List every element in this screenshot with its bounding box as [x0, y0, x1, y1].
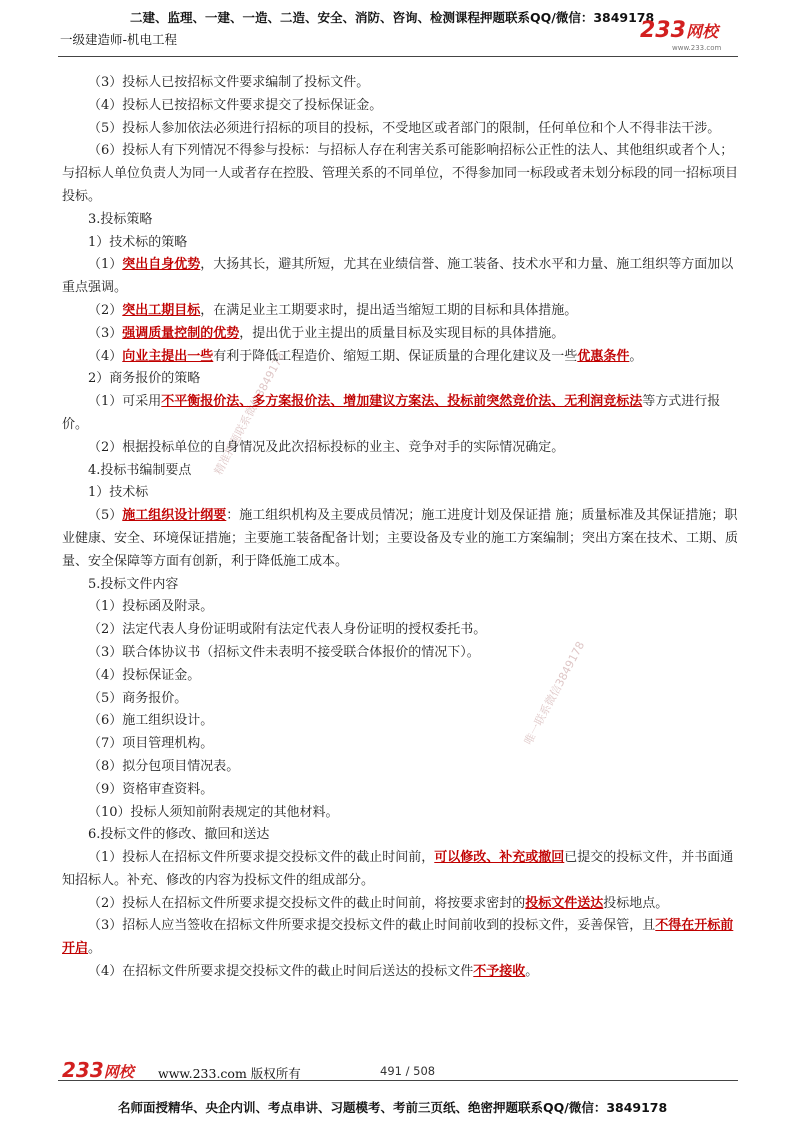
brand-logo-top [640, 18, 718, 43]
text-run: （5）商务报价。 [88, 690, 188, 706]
text-run: 2）商务报价的策略 [88, 371, 201, 387]
text-run: 已提交的投标文件，并书面通知招标人。补充、修改的内容为投标文件的组成部分。 [62, 850, 734, 888]
text-run: （3）联合体协议书（招标文件未表明不接受联合体报价的情况下）。 [88, 644, 480, 660]
text-run: 。 [629, 348, 643, 364]
highlighted-keyphrase: 不予接收 [473, 964, 526, 980]
paragraph [62, 824, 738, 847]
paragraph [62, 847, 738, 893]
text-run: （4）投标人已按招标文件要求提交了投标保证金。 [88, 97, 383, 113]
text-run: （5） [88, 508, 123, 524]
text-run: （4）投标保证金。 [88, 667, 201, 683]
paragraph [62, 574, 738, 597]
text-run: （3） [88, 325, 123, 341]
paragraph [62, 323, 738, 346]
logo-url: www.233.com [672, 44, 722, 52]
logo-number: 233 [640, 18, 686, 43]
text-run: （6）施工组织设计。 [88, 713, 214, 729]
paragraph [62, 915, 738, 961]
highlighted-keyphrase: 可以修改、补充或撤回 [434, 850, 565, 866]
text-run: （3）招标人应当签收在招标文件所要求提交投标文件的截止时间前收到的投标文件，妥善保管，且 [88, 918, 656, 934]
text-run: （2）根据投标单位的自身情况及此次招标投标的业主、竞争对手的实际情况确定。 [88, 439, 565, 455]
text-run: 4.投标书编制要点 [88, 462, 192, 478]
text-run: （8）拟分包项目情况表。 [88, 758, 240, 774]
highlighted-keyphrase: 不平衡报价法、多方案报价法、增加建议方案法、投标前突然竞价法、无利润竞标法 [161, 394, 643, 410]
text-run: 投标地点。 [603, 895, 669, 911]
brand-logo-bottom [62, 1058, 134, 1082]
text-run: 6.投标文件的修改、撤回和送达 [88, 827, 270, 843]
text-run: （7）项目管理机构。 [88, 736, 214, 752]
paragraph [62, 232, 738, 255]
text-run: ：施工组织机构及主要成员情况；施工进度计划及保证措 施；质量标准及其保证措施；职业健康、安全、环境保证措施；主要施工装备配备计划；主要设备及专业的施工方案编制；突出方案在技术、工期、质量、安全保障等方面有创新，利于降低施工成本。 [62, 508, 739, 569]
text-run: （1）投标人在招标文件所要求提交投标文件的截止时间前， [88, 850, 435, 866]
paragraph [62, 482, 738, 505]
highlighted-keyphrase: 突出自身优势 [122, 257, 201, 273]
logo-number: 233 [62, 1058, 104, 1082]
text-run: 1）技术标的策略 [88, 234, 188, 250]
paragraph [62, 505, 738, 573]
text-run: （6）投标人有下列情况不得参与投标：与招标人存在利害关系可能影响招标公正性的法人、其他组织或者个人；与招标人单位负责人为同一人或者存在控股、管理关系的不同单位，不得参加同一标段或者未划分标段的同一招标项目投标。 [62, 143, 739, 204]
text-run: （10）投标人须知前附表规定的其他材料。 [88, 804, 339, 820]
text-run: （1）可采用 [88, 394, 162, 410]
header-course-title: 一级建造师-机电工程 [60, 32, 178, 47]
paragraph [62, 893, 738, 916]
logo-text: 网校 [103, 1063, 134, 1081]
paragraph [62, 961, 738, 984]
text-run: 。 [88, 941, 102, 957]
watermark: 精准押题联系微信3849178 [211, 349, 288, 478]
document-body [62, 72, 738, 984]
text-run: （2） [88, 302, 123, 318]
text-run: （4）在招标文件所要求提交投标文件的截止时间后送达的投标文件 [88, 964, 474, 980]
text-run: （2）法定代表人身份证明或附有法定代表人身份证明的授权委托书。 [88, 622, 487, 638]
text-run: 。 [525, 964, 539, 980]
paragraph [62, 391, 738, 437]
highlighted-keyphrase: 向业主提出一些 [122, 348, 214, 364]
header-divider [58, 56, 738, 57]
text-run: ，提出优于业主提出的质量目标及实现目标的具体措施。 [239, 325, 565, 341]
paragraph [62, 665, 738, 688]
text-run: （4） [88, 348, 123, 364]
text-run: 1）技术标 [88, 485, 149, 501]
text-run: （1） [88, 257, 123, 273]
page-number: 491 / 508 [380, 1064, 436, 1078]
highlighted-keyphrase: 强调质量控制的优势 [122, 325, 240, 341]
paragraph [62, 642, 738, 665]
text-run: （1）投标函及附录。 [88, 599, 214, 615]
header-promo: 二建、监理、一建、一造、二造、安全、消防、咨询、检测课程押题联系QQ/微信：3849178 [130, 10, 655, 25]
paragraph [62, 209, 738, 232]
paragraph [62, 140, 738, 208]
footer-promo: 名师面授精华、央企内训、考点串讲、习题模考、考前三页纸、绝密押题联系QQ/微信：3849178 [118, 1100, 668, 1115]
paragraph [62, 756, 738, 779]
watermark: 唯一联系微信3849178 [521, 639, 588, 748]
text-run: （5）投标人参加依法必须进行招标的项目的投标，不受地区或者部门的限制，任何单位和个人不得非法干涉。 [88, 120, 721, 136]
paragraph [62, 95, 738, 118]
paragraph [62, 118, 738, 141]
paragraph [62, 368, 738, 391]
paragraph [62, 346, 738, 369]
paragraph [62, 779, 738, 802]
logo-text: 网校 [685, 22, 718, 41]
paragraph [62, 733, 738, 756]
paragraph [62, 437, 738, 460]
text-run: ，在满足业主工期要求时，提出适当缩短工期的目标和具体措施。 [200, 302, 578, 318]
highlighted-keyphrase: 不得在开标前开启 [62, 918, 734, 957]
highlighted-keyphrase: 优惠条件 [577, 348, 630, 364]
text-run: ，大扬其长，避其所短，尤其在业绩信誉、施工装备、技术水平和力量、施工组织等方面加以重点强调。 [62, 257, 734, 296]
text-run: 3.投标策略 [88, 211, 153, 227]
paragraph [62, 460, 738, 483]
text-run: 等方式进行报价。 [62, 394, 721, 432]
paragraph [62, 300, 738, 323]
paragraph [62, 596, 738, 619]
paragraph [62, 619, 738, 642]
highlighted-keyphrase: 施工组织设计纲要 [122, 508, 227, 524]
text-run: （3）投标人已按招标文件要求编制了投标文件。 [88, 75, 370, 90]
paragraph [62, 688, 738, 711]
text-run: （2）投标人在招标文件所要求提交投标文件的截止时间前，将按要求密封的 [88, 895, 526, 911]
paragraph [62, 802, 738, 825]
footer-copyright: www.233.com 版权所有 [158, 1066, 301, 1081]
text-run: 有利于降低工程造价、缩短工期、保证质量的合理化建议及一些 [213, 348, 578, 364]
text-run: （9）资格审查资料。 [88, 781, 214, 797]
highlighted-keyphrase: 投标文件送达 [525, 895, 604, 911]
paragraph [62, 710, 738, 733]
paragraph [62, 72, 738, 95]
highlighted-keyphrase: 突出工期目标 [122, 302, 201, 318]
text-run: 5.投标文件内容 [88, 576, 179, 592]
paragraph [62, 254, 738, 300]
